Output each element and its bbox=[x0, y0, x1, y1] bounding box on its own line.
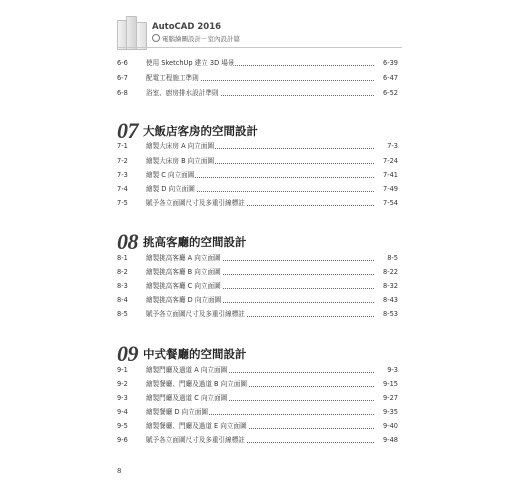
entry-title: 繪製挑高客廳 D 向立面圖 bbox=[146, 296, 222, 304]
entry-title: 賦予各立面圖尺寸及多重引線標註 bbox=[146, 436, 245, 444]
entry-number: 8-3 bbox=[117, 282, 128, 290]
entry-number: 9-3 bbox=[117, 394, 128, 402]
entry-title: 繪製餐廳、門廳及過道 E 向立面圖 bbox=[146, 422, 247, 430]
entry-page: 7-3 bbox=[387, 142, 398, 150]
toc-entry[interactable] bbox=[117, 141, 398, 152]
toc-entry[interactable] bbox=[117, 88, 398, 99]
toc-entry[interactable] bbox=[117, 58, 398, 69]
entry-number: 9-6 bbox=[117, 436, 128, 444]
toc-entry[interactable] bbox=[117, 198, 398, 209]
entry-page: 9-48 bbox=[383, 436, 398, 444]
toc-entry[interactable] bbox=[117, 73, 398, 84]
toc-entry[interactable] bbox=[117, 184, 398, 195]
toc-entry[interactable] bbox=[117, 365, 398, 376]
entry-title: 使用 SketchUp 建立 3D 場景 bbox=[146, 59, 235, 67]
entry-title: 配電工程施工準則 bbox=[146, 74, 199, 82]
toc-entry[interactable] bbox=[117, 156, 398, 167]
entry-page: 9-35 bbox=[383, 408, 398, 416]
chapter-number: 07 bbox=[117, 118, 138, 143]
entry-number: 6-8 bbox=[117, 89, 128, 97]
entry-number: 6-6 bbox=[117, 59, 128, 67]
entry-number: 6-7 bbox=[117, 74, 128, 82]
page-number: 8 bbox=[117, 467, 122, 475]
entry-title: 浴室、廚房排水設計準則 bbox=[146, 89, 219, 97]
entry-title: 賦予各立面圖尺寸及多重引線標註 bbox=[146, 310, 245, 318]
entry-title: 繪製 D 向立面圖 bbox=[146, 185, 195, 193]
toc-entry[interactable] bbox=[117, 281, 398, 292]
chapter-heading bbox=[117, 118, 258, 142]
toc-entry[interactable] bbox=[117, 253, 398, 264]
toc-entry[interactable] bbox=[117, 267, 398, 278]
book-subtitle-text: 電腦繪圖設計－室內設計篇 bbox=[162, 35, 240, 43]
chapter-title: 中式餐廳的空間設計 bbox=[143, 347, 247, 361]
entry-title: 繪製門廳及過道 C 向立面圖 bbox=[146, 394, 228, 402]
entry-number: 9-5 bbox=[117, 422, 128, 430]
entry-page: 7-41 bbox=[383, 171, 398, 179]
chapter-title: 大飯店客房的空間設計 bbox=[143, 124, 258, 138]
entry-page: 9-40 bbox=[383, 422, 398, 430]
entry-number: 9-4 bbox=[117, 408, 128, 416]
chapter-heading bbox=[117, 341, 247, 365]
chapter-title: 挑高客廳的空間設計 bbox=[143, 235, 247, 249]
toc-entry[interactable] bbox=[117, 295, 398, 306]
entry-title: 繪製 C 向立面圖 bbox=[146, 171, 195, 179]
entry-page: 8-22 bbox=[383, 268, 398, 276]
running-header bbox=[0, 0, 520, 52]
entry-number: 7-1 bbox=[117, 142, 128, 150]
entry-page: 8-32 bbox=[383, 282, 398, 290]
entry-page: 9-27 bbox=[383, 394, 398, 402]
entry-page: 6-39 bbox=[383, 59, 398, 67]
entry-number: 9-1 bbox=[117, 366, 128, 374]
chapter-heading bbox=[117, 229, 247, 253]
entry-title: 繪製大床房 B 向立面圖 bbox=[146, 157, 215, 165]
toc-entry[interactable] bbox=[117, 407, 398, 418]
entry-number: 8-4 bbox=[117, 296, 128, 304]
toc-entry[interactable] bbox=[117, 393, 398, 404]
book-subtitle bbox=[152, 34, 240, 43]
entry-title: 繪製餐廳 D 向立面圖 bbox=[146, 408, 209, 416]
entry-title: 繪製門廳及過道 A 向立面圖 bbox=[146, 366, 228, 374]
entry-page: 9-15 bbox=[383, 380, 398, 388]
entry-page: 8-43 bbox=[383, 296, 398, 304]
toc-entry[interactable] bbox=[117, 379, 398, 390]
entry-title: 繪製餐廳、門廳及過道 B 向立面圖 bbox=[146, 380, 248, 388]
entry-title: 繪製挑高客廳 B 向立面圖 bbox=[146, 268, 221, 276]
bullet-icon bbox=[152, 34, 160, 42]
entry-number: 7-2 bbox=[117, 157, 128, 165]
entry-page: 7-49 bbox=[383, 185, 398, 193]
chapter-number: 09 bbox=[117, 341, 138, 366]
entry-page: 8-5 bbox=[387, 254, 398, 262]
entry-title: 繪製大床房 A 向立面圖 bbox=[146, 142, 215, 150]
chapter-number: 08 bbox=[117, 229, 138, 254]
toc-entry[interactable] bbox=[117, 309, 398, 320]
entry-page: 8-53 bbox=[383, 310, 398, 318]
entry-number: 8-2 bbox=[117, 268, 128, 276]
entry-number: 7-5 bbox=[117, 199, 128, 207]
toc-entry[interactable] bbox=[117, 435, 398, 446]
toc-entry[interactable] bbox=[117, 421, 398, 432]
toc-entry[interactable] bbox=[117, 170, 398, 181]
entry-number: 8-1 bbox=[117, 254, 128, 262]
entry-page: 7-54 bbox=[383, 199, 398, 207]
entry-page: 9-3 bbox=[387, 366, 398, 374]
book-logo-icon bbox=[117, 14, 147, 50]
entry-number: 7-4 bbox=[117, 185, 128, 193]
entry-number: 9-2 bbox=[117, 380, 128, 388]
book-title: AutoCAD 2016 bbox=[152, 22, 222, 32]
entry-page: 7-24 bbox=[383, 157, 398, 165]
entry-title: 賦予各立面圖尺寸及多重引線標註 bbox=[146, 199, 245, 207]
entry-number: 8-5 bbox=[117, 310, 128, 318]
header-divider bbox=[117, 47, 402, 48]
entry-number: 7-3 bbox=[117, 171, 128, 179]
entry-page: 6-52 bbox=[383, 89, 398, 97]
entry-title: 繪製挑高客廳 C 向立面圖 bbox=[146, 282, 221, 290]
entry-title: 繪製挑高客廳 A 向立面圖 bbox=[146, 254, 221, 262]
entry-page: 6-47 bbox=[383, 74, 398, 82]
